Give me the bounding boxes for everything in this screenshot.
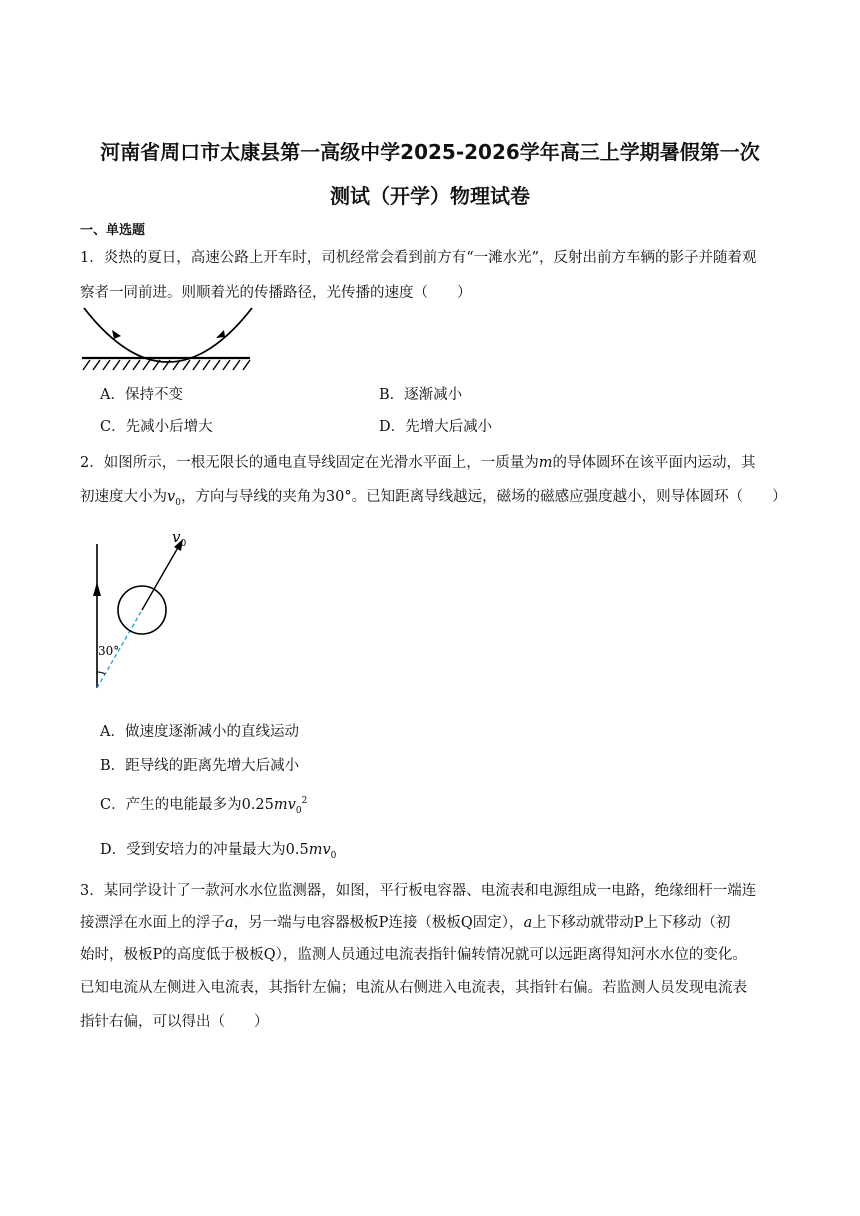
current-arrow-icon (93, 582, 101, 596)
arrow-icon (216, 330, 225, 338)
q1-stem-line-1: 1．炎热的夏日，高速公路上开车时，司机经常会看到前方有“一滩水光”，反射出前方车辆的影子并随着观 (80, 250, 757, 266)
q2-option-b: B．距导线的距离先增大后减小 (100, 758, 300, 774)
section-heading: 一、单选题 (80, 223, 146, 238)
q2-option-a: A．做速度逐渐减小的直线运动 (100, 724, 299, 740)
wire-ring-figure (84, 526, 204, 696)
q2-option-d: D．受到安培力的冲量最大为$0.5mv_0$ (100, 842, 337, 861)
q3-stem-line-2: 接漂浮在水面上的浮子a，另一端与电容器极板P连接（极板Q固定），a上下移动就带动P上下移动（初 (80, 915, 731, 931)
q2-stem-line-1: 2．如图所示，一根无限长的通电直导线固定在光滑水平面上，一质量为m的导体圆环在该平面内运动，其 (80, 455, 756, 471)
q3-stem-line-1: 3．某同学设计了一款河水水位监测器，如图，平行板电容器、电流表和电源组成一电路，绝缘细杆一端连 (80, 883, 757, 899)
q2-option-c: C．产生的电能最多为$0.25mv_0^2$ (100, 796, 308, 816)
q1-option-a: A．保持不变 (100, 387, 183, 403)
fig-velocity-label: $v_0$ (172, 528, 187, 549)
q1-stem-line-2: 察者一同前进。则顺着光的传播路径，光传播的速度（ ） (80, 285, 472, 301)
q1-option-b: B．逐渐减小 (379, 387, 463, 403)
q3-stem-line-4: 已知电流从左侧进入电流表，其指针左偏；电流从右侧进入电流表，其指针右偏。若监测人员发现电流表 (80, 980, 747, 996)
q3-stem-line-3: 始时，极板P的高度低于极板Q），监测人员通过电流表指针偏转情况就可以远距离得知河水水位的变化。 (80, 947, 747, 963)
q3-stem-line-5: 指针右偏，可以得出（ ） (80, 1014, 269, 1030)
exam-title-line-2: 测试（开学）物理试卷 (330, 184, 530, 208)
q1-option-c: C．先减小后增大 (100, 419, 213, 435)
mirage-light-path-figure (78, 304, 258, 374)
exam-title-line-1: 河南省周口市太康县第一高级中学2025-2026学年高三上学期暑假第一次 (100, 140, 760, 164)
q1-option-d: D．先增大后减小 (379, 419, 493, 435)
fig-angle-label: 30° (98, 644, 120, 658)
q2-stem-line-2: 初速度大小为$v_0$，方向与导线的夹角为30°。已知距离导线越远，磁场的磁感应强度越小，则导体圆环（ ） (80, 489, 787, 508)
arrow-icon (112, 330, 121, 339)
